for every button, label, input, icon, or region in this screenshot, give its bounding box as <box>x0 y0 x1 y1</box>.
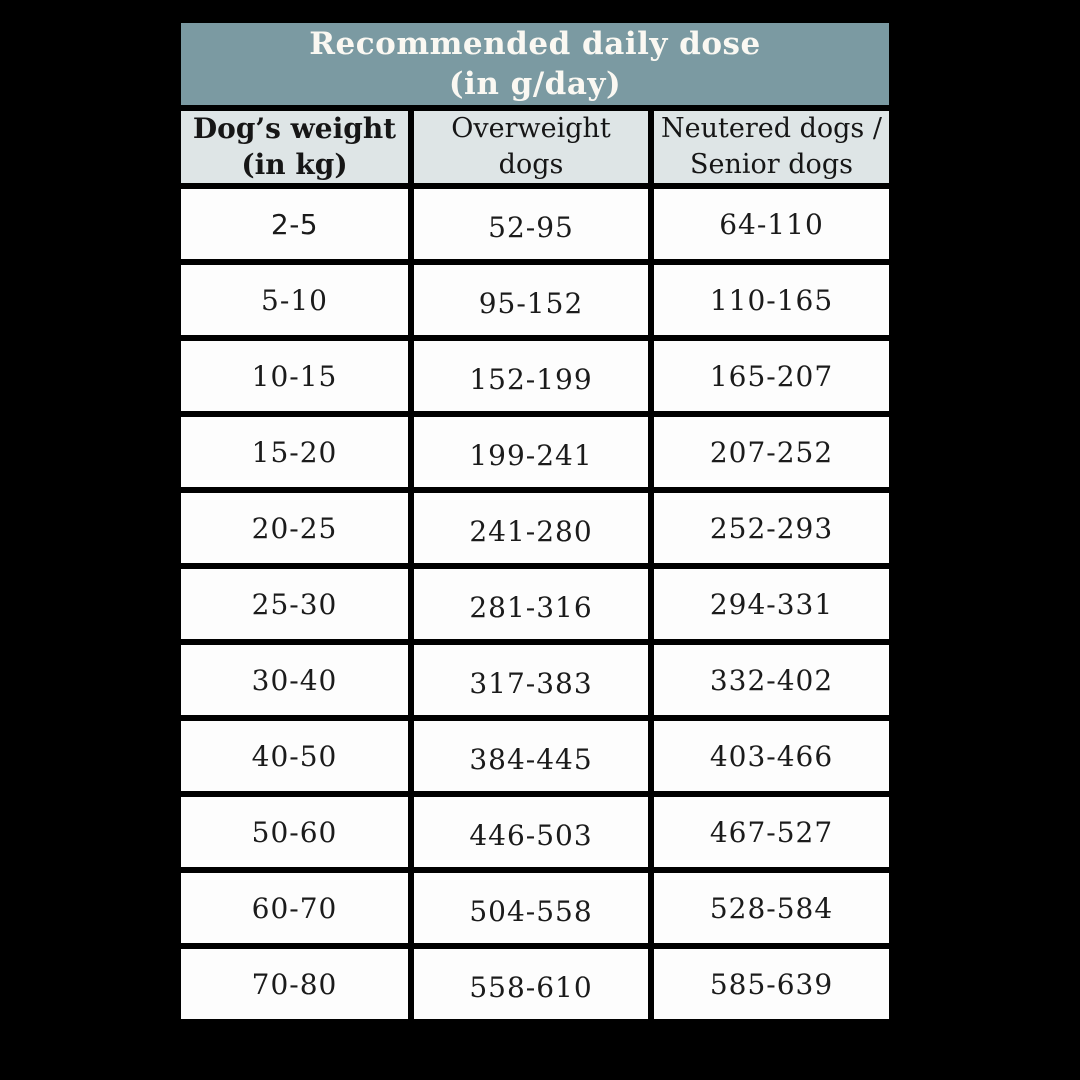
column-header-overweight-dogs <box>414 111 648 183</box>
table-cell: 5-10 <box>181 265 408 335</box>
table-cell: 252-293 <box>654 493 889 563</box>
column-header-dog-weight <box>181 111 408 183</box>
table-cell: 52-95 <box>414 189 648 259</box>
column-header-overweight-line-2: dogs <box>498 149 564 180</box>
table-cell: 585-639 <box>654 949 889 1019</box>
table-cell: 467-527 <box>654 797 889 867</box>
table-cell: 95-152 <box>414 265 648 335</box>
table-title-line-2: (in g/day) <box>448 66 622 102</box>
column-header-dog-weight-line-1: Dog’s weight <box>192 112 397 145</box>
table-cell: 40-50 <box>181 721 408 791</box>
table-cell: 558-610 <box>414 949 648 1019</box>
table-title <box>181 23 889 105</box>
column-header-neutered-line-2: Senior dogs <box>690 149 853 180</box>
table-cell: 30-40 <box>181 645 408 715</box>
table-cell: 384-445 <box>414 721 648 791</box>
daily-dose-table <box>181 23 889 1019</box>
table-cell: 60-70 <box>181 873 408 943</box>
table-cell: 110-165 <box>654 265 889 335</box>
table-cell: 504-558 <box>414 873 648 943</box>
table-cell: 317-383 <box>414 645 648 715</box>
table-cell: 10-15 <box>181 341 408 411</box>
table-cell: 332-402 <box>654 645 889 715</box>
column-header-neutered-line-1: Neutered dogs / <box>661 113 882 144</box>
table-cell: 50-60 <box>181 797 408 867</box>
table-cell: 294-331 <box>654 569 889 639</box>
table-cell: 528-584 <box>654 873 889 943</box>
table-cell: 403-466 <box>654 721 889 791</box>
table-cell: 199-241 <box>414 417 648 487</box>
table-cell: 25-30 <box>181 569 408 639</box>
table-cell: 207-252 <box>654 417 889 487</box>
table-cell: 152-199 <box>414 341 648 411</box>
table-cell: 281-316 <box>414 569 648 639</box>
column-header-overweight-line-1: Overweight <box>451 113 611 144</box>
table-cell: 70-80 <box>181 949 408 1019</box>
table-cell: 2-5 <box>181 189 408 259</box>
table-cell: 165-207 <box>654 341 889 411</box>
table-title-line-1: Recommended daily dose <box>309 26 761 62</box>
table-cell: 241-280 <box>414 493 648 563</box>
table-cell: 64-110 <box>654 189 889 259</box>
column-header-neutered-senior-dogs <box>654 111 889 183</box>
table-cell: 20-25 <box>181 493 408 563</box>
table-cell: 15-20 <box>181 417 408 487</box>
column-header-dog-weight-line-2: (in kg) <box>241 148 348 181</box>
table-cell: 446-503 <box>414 797 648 867</box>
